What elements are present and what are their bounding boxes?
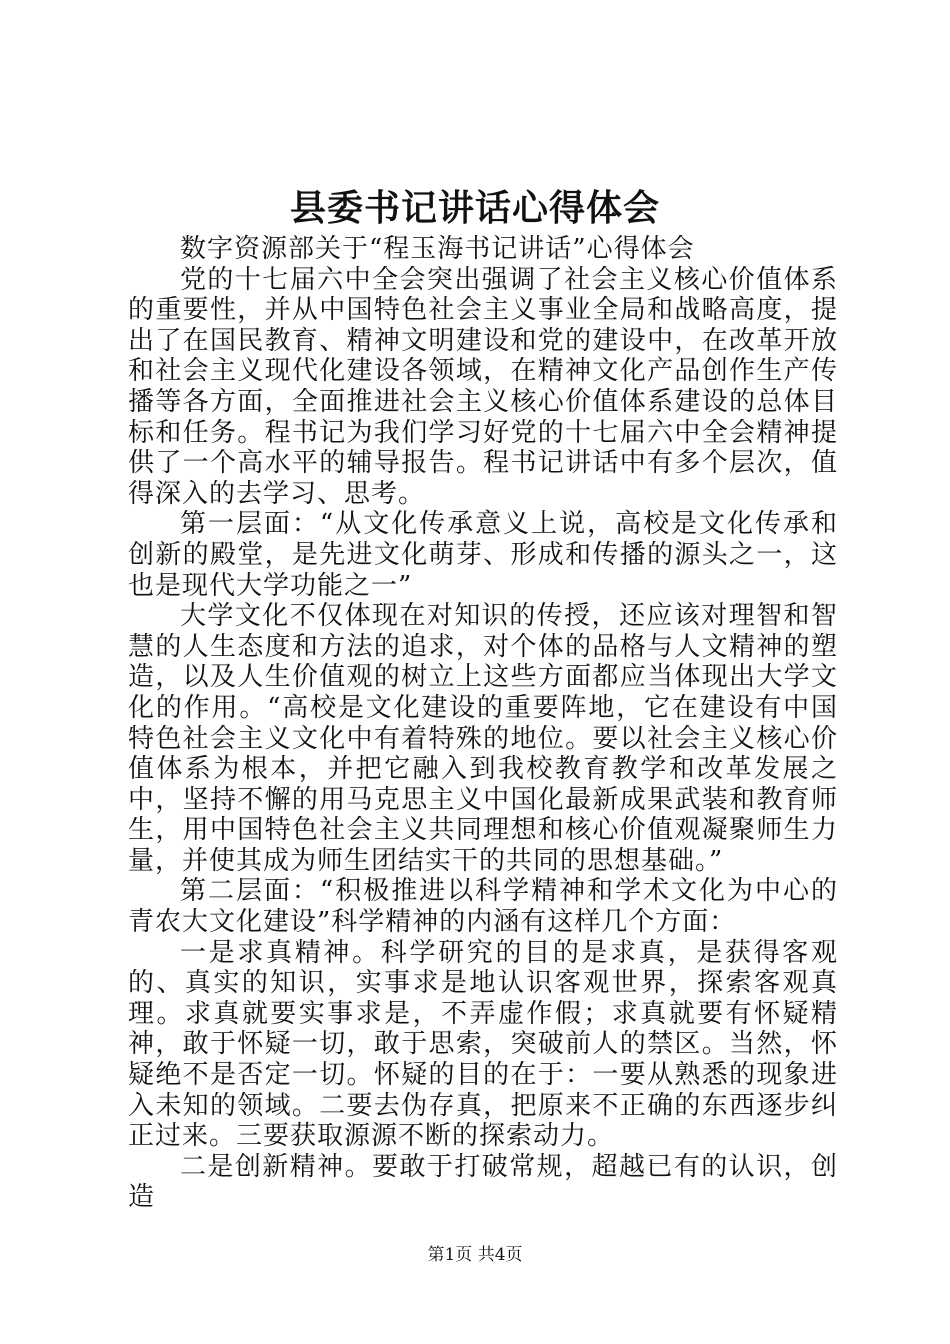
page-footer: 第1页 共4页: [427, 1245, 523, 1265]
document-title: 县委书记讲话心得体会: [289, 187, 660, 229]
paragraph-innovation: 二是创新精神。要敢于打破常规，超越已有的认识，创造: [128, 1151, 838, 1213]
document-body: [128, 234, 838, 1213]
paragraph-level-two: 第二层面：“积极推进以科学精神和学术文化为中心的青农大文化建设”科学精神的内涵有这样几个方面：: [128, 876, 838, 938]
paragraph-subtitle: 数字资源部关于“程玉海书记讲话”心得体会: [180, 234, 695, 264]
paragraph-truth-seeking: 一是求真精神。科学研究的目的是求真，是获得客观的、真实的知识，实事求是地认识客观世界，探索客观真理。求真就要实事求是，不弄虚作假；求真就要有怀疑精神，敢于怀疑一切，敢于思索，突破前人的禁区。当然，怀疑绝不是否定一切。怀疑的目的在于：一要从熟悉的现象进入未知的领域。二要去伪存真，把原来不正确的东西逐步纠正过来。三要获取源源不断的探索动力。: [128, 937, 838, 1152]
paragraph-level-one: 第一层面：“从文化传承意义上说，高校是文化传承和创新的殿堂，是先进文化萌芽、形成和传播的源头之一，这也是现代大学功能之一”: [128, 509, 838, 601]
paragraph-university-culture: 大学文化不仅体现在对知识的传授，还应该对理智和智慧的人生态度和方法的追求，对个体的品格与人文精神的塑造，以及人生价值观的树立上这些方面都应当体现出大学文化的作用。“高校是文化建设的重要阵地，它在建设有中国特色社会主义文化中有着特殊的地位。要以社会主义核心价值体系为根本，并把它融入到我校教育教学和改革发展之中，坚持不懈的用马克思主义中国化最新成果武装和教育师生，用中国特色社会主义共同理想和核心价值观凝聚师生力量，并使其成为师生团结实干的共同的思想基础。”: [128, 601, 838, 876]
paragraph-intro: 党的十七届六中全会突出强调了社会主义核心价值体系的重要性，并从中国特色社会主义事业全局和战略高度，提出了在国民教育、精神文明建设和党的建设中，在改革开放和社会主义现代化建设各领域，在精神文化产品创作生产传播等各方面，全面推进社会主义核心价值体系建设的总体目标和任务。程书记为我们学习好党的十七届六中全会精神提供了一个高水平的辅导报告。程书记讲话中有多个层次，值得深入的去学习、思考。: [128, 264, 838, 509]
